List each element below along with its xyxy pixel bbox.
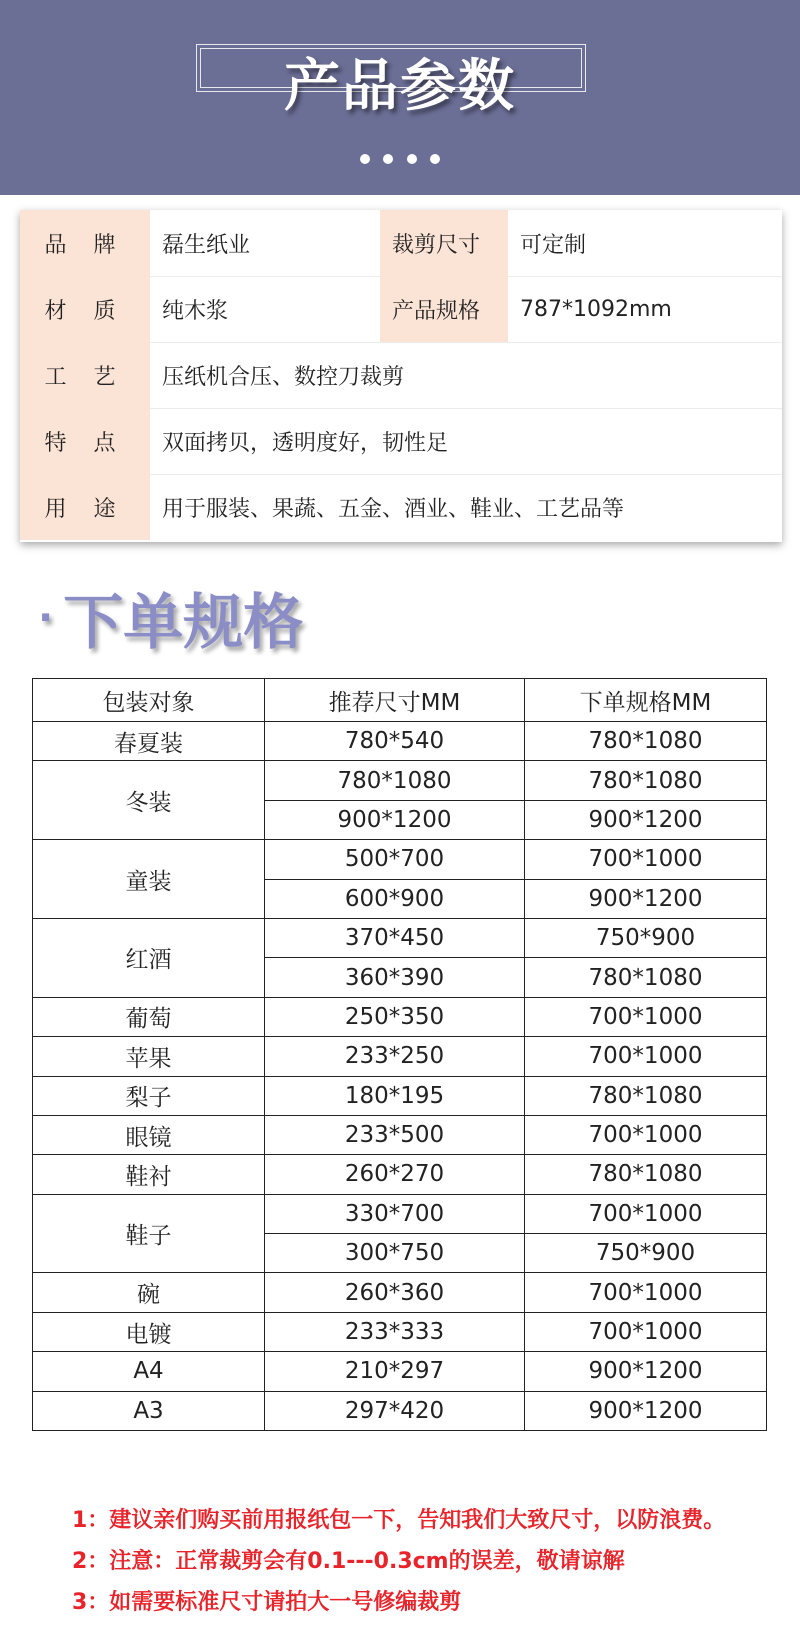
bullet-icon: · <box>38 595 54 641</box>
params-row-usage <box>20 474 782 540</box>
order-spec-cell: 700*1000 <box>525 1115 767 1154</box>
package-object-cell: 苹果 <box>33 1037 265 1076</box>
note-item: 2：注意：正常裁剪会有0.1---0.3cm的误差，敬请谅解 <box>72 1549 625 1574</box>
param-value: 纯木浆 <box>162 298 229 324</box>
recommended-size-cell: 297*420 <box>265 1391 525 1430</box>
package-object-cell: A4 <box>33 1352 265 1391</box>
table-header-row <box>33 679 767 722</box>
table-row <box>33 1273 767 1312</box>
table-row <box>33 1155 767 1194</box>
recommended-size-cell: 233*500 <box>265 1115 525 1154</box>
order-spec-cell: 780*1080 <box>525 722 767 761</box>
package-object-cell: 冬装 <box>33 761 265 840</box>
package-object-cell: 鞋子 <box>33 1194 265 1273</box>
order-spec-cell: 700*1000 <box>525 840 767 879</box>
recommended-size-cell: 260*270 <box>265 1155 525 1194</box>
order-spec-cell: 700*1000 <box>525 1273 767 1312</box>
package-object-cell: 梨子 <box>33 1076 265 1115</box>
params-table <box>20 210 782 542</box>
header-banner <box>0 0 800 195</box>
dot-icon <box>407 154 417 164</box>
recommended-size-cell: 780*1080 <box>265 761 525 800</box>
dots-decoration <box>360 154 440 166</box>
package-object-cell: 红酒 <box>33 918 265 997</box>
column-header: 包装对象 <box>33 679 265 722</box>
params-row-feature <box>20 408 782 475</box>
params-row-brand <box>20 210 782 277</box>
recommended-size-cell: 233*333 <box>265 1312 525 1351</box>
column-header: 推荐尺寸MM <box>265 679 525 722</box>
order-spec-cell: 700*1000 <box>525 1194 767 1233</box>
recommended-size-cell: 360*390 <box>265 958 525 997</box>
order-spec-cell: 700*1000 <box>525 1037 767 1076</box>
order-spec-cell: 750*900 <box>525 1234 767 1273</box>
note-item: 1：建议亲们购买前用报纸包一下，告知我们大致尺寸，以防浪费。 <box>72 1508 726 1533</box>
table-row <box>33 918 767 957</box>
recommended-size-cell: 600*900 <box>265 879 525 918</box>
section-title <box>38 578 303 658</box>
param-label: 产品规格 <box>380 276 508 342</box>
recommended-size-cell: 900*1200 <box>265 800 525 839</box>
order-spec-cell: 750*900 <box>525 918 767 957</box>
recommended-size-cell: 210*297 <box>265 1352 525 1391</box>
dot-icon <box>430 154 440 164</box>
package-object-cell: 春夏装 <box>33 722 265 761</box>
order-spec-cell: 780*1080 <box>525 1155 767 1194</box>
order-spec-cell: 700*1000 <box>525 997 767 1036</box>
param-label: 特 点 <box>20 408 150 474</box>
order-spec-cell: 900*1200 <box>525 1352 767 1391</box>
recommended-size-cell: 180*195 <box>265 1076 525 1115</box>
params-row-craft <box>20 342 782 409</box>
table-row <box>33 840 767 879</box>
package-object-cell: A3 <box>33 1391 265 1430</box>
package-object-cell: 眼镜 <box>33 1115 265 1154</box>
table-row <box>33 722 767 761</box>
package-object-cell: 葡萄 <box>33 997 265 1036</box>
order-spec-cell: 780*1080 <box>525 958 767 997</box>
recommended-size-cell: 233*250 <box>265 1037 525 1076</box>
param-value: 787*1092mm <box>520 296 672 322</box>
column-header: 下单规格MM <box>525 679 767 722</box>
package-object-cell: 鞋衬 <box>33 1155 265 1194</box>
recommended-size-cell: 260*360 <box>265 1273 525 1312</box>
order-spec-cell: 780*1080 <box>525 1076 767 1115</box>
table-row <box>33 1194 767 1233</box>
order-spec-cell: 900*1200 <box>525 1391 767 1430</box>
table-row <box>33 1352 767 1391</box>
param-label: 用 途 <box>20 474 150 540</box>
recommended-size-cell: 500*700 <box>265 840 525 879</box>
spec-table <box>32 678 767 1431</box>
table-row <box>33 1076 767 1115</box>
dot-icon <box>383 154 393 164</box>
param-label: 裁剪尺寸 <box>380 210 508 276</box>
param-value: 双面拷贝，透明度好，韧性足 <box>162 430 449 456</box>
params-row-material <box>20 276 782 343</box>
order-spec-cell: 900*1200 <box>525 800 767 839</box>
table-row <box>33 1391 767 1430</box>
notes <box>72 1500 792 1623</box>
package-object-cell: 电镀 <box>33 1312 265 1351</box>
param-label: 工 艺 <box>20 342 150 408</box>
order-spec-cell: 900*1200 <box>525 879 767 918</box>
param-value: 用于服装、果蔬、五金、酒业、鞋业、工艺品等 <box>162 496 625 522</box>
package-object-cell: 碗 <box>33 1273 265 1312</box>
recommended-size-cell: 370*450 <box>265 918 525 957</box>
table-row <box>33 761 767 800</box>
order-spec-cell: 700*1000 <box>525 1312 767 1351</box>
page-title: 产品参数 <box>284 54 516 119</box>
param-value: 压纸机合压、数控刀裁剪 <box>162 364 405 390</box>
note-item: 3：如需要标准尺寸请拍大一号修编裁剪 <box>72 1590 462 1615</box>
recommended-size-cell: 780*540 <box>265 722 525 761</box>
order-spec-cell: 780*1080 <box>525 761 767 800</box>
param-value: 磊生纸业 <box>162 232 251 258</box>
recommended-size-cell: 250*350 <box>265 997 525 1036</box>
recommended-size-cell: 300*750 <box>265 1234 525 1273</box>
package-object-cell: 童装 <box>33 840 265 919</box>
dot-icon <box>360 154 370 164</box>
table-row <box>33 1312 767 1351</box>
recommended-size-cell: 330*700 <box>265 1194 525 1233</box>
param-label: 材 质 <box>20 276 150 342</box>
param-label: 品 牌 <box>20 210 150 276</box>
table-row <box>33 997 767 1036</box>
table-row <box>33 1115 767 1154</box>
param-value: 可定制 <box>520 232 587 258</box>
section-title-text: 下单规格 <box>63 588 304 658</box>
table-row <box>33 1037 767 1076</box>
